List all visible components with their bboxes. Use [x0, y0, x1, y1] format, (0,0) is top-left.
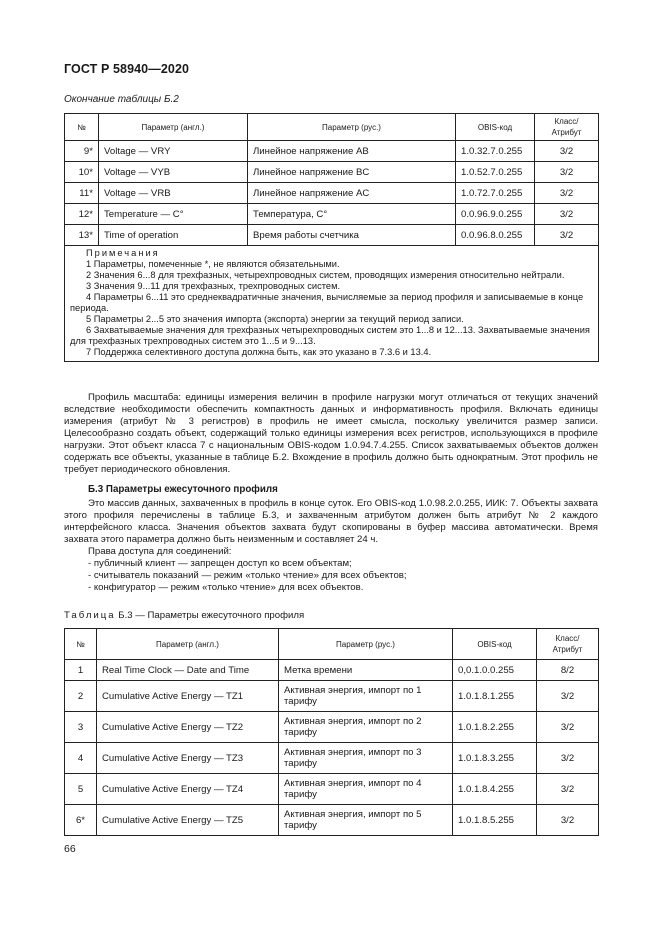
class-attr: 3/2	[537, 774, 599, 805]
param-en: Cumulative Active Energy — TZ5	[97, 805, 279, 836]
class-attr: 3/2	[537, 712, 599, 743]
param-en: Cumulative Active Energy — TZ1	[97, 681, 279, 712]
class-attr: 3/2	[535, 225, 599, 246]
param-en: Voltage — VRB	[99, 183, 248, 204]
param-ru: Время работы счетчика	[248, 225, 456, 246]
paragraph: Это массив данных, захваченных в профиль в конце суток. Его OBIS-код 1.0.98.2.0.255, ИИК: 7. Объекты захвата этого профиля перечислены в таблице Б.3, и захваченным атрибутом должен быть атрибут № 2 каждого интерфейсного класса. Значения объектов захвата будут скопированы в буфер массива автоматически. Время захвата этого параметра должно быть неизменным и составляет 24 ч.	[64, 498, 598, 545]
table-row	[65, 162, 599, 183]
column-header: Класс/ Атрибут	[537, 629, 599, 660]
table-row	[65, 225, 599, 246]
column-header: OBIS-код	[456, 114, 535, 141]
table-row	[65, 660, 599, 681]
param-en: Cumulative Active Energy — TZ3	[97, 743, 279, 774]
scale-profile-paragraph	[64, 392, 598, 476]
row-number: 4	[65, 743, 97, 774]
class-attr: 3/2	[537, 805, 599, 836]
caption-text: Б.3 — Параметры ежесуточного профиля	[118, 610, 305, 621]
column-header: Параметр (рус.)	[248, 114, 456, 141]
row-number: 3	[65, 712, 97, 743]
notes-row	[65, 246, 599, 362]
note-item: 4 Параметры 6...11 это среднеквадратичные значения, вычисляемые за период профиля и записываемые в конце периода.	[70, 292, 584, 313]
class-attr: 8/2	[537, 660, 599, 681]
obis-code: 1.0.1.8.1.255	[453, 681, 537, 712]
table-row	[65, 712, 599, 743]
obis-code: 1.0.1.8.2.255	[453, 712, 537, 743]
param-en: Cumulative Active Energy — TZ2	[97, 712, 279, 743]
access-item: - конфигуратор — режим «только чтение» для всех объектов.	[88, 582, 364, 593]
section-b3-body	[64, 498, 598, 594]
paragraph: Профиль масштаба: единицы измерения величин в профиле нагрузки могут отличаться от текущих значений вследствие необходимости обеспечить компактность данных и информативность профиля. Включать единицы измерения (атрибут № 3 регистров) в профиль не имеет смысла, поскольку увеличится размер записи. Целесообразно создать объект, содержащий только единицы измерения всех регистров, использующихся в профиле нагрузки. Этот объект класса 7 с национальным OBIS-кодом 1.0.94.7.4.255. Список захватываемых объектов должен содержать все объекты, указанные в таблице Б.2. Вхождение в профиль должно быть однократным. Этот профиль не требует периодического обновления.	[64, 392, 598, 475]
param-ru: Метка времени	[279, 660, 453, 681]
column-header: Параметр (рус.)	[279, 629, 453, 660]
param-ru: Активная энергия, импорт по 1 тарифу	[279, 681, 453, 712]
section-b3-heading: Б.3 Параметры ежесуточного профиля	[88, 484, 278, 495]
row-number: 10*	[65, 162, 99, 183]
obis-code: 1.0.1.8.5.255	[453, 805, 537, 836]
row-number: 13*	[65, 225, 99, 246]
table-b3-caption	[64, 610, 304, 621]
param-ru: Активная энергия, импорт по 4 тарифу	[279, 774, 453, 805]
table-row	[65, 141, 599, 162]
param-en: Cumulative Active Energy — TZ4	[97, 774, 279, 805]
note-item: 6 Захватываемые значения для трехфазных четырехпроводных систем это 1...8 и 12...13. Захватываемые значения для трехфазных трехпроводных систем это 1...5 и 9...13.	[70, 325, 590, 346]
table-header-row	[65, 629, 599, 660]
column-header: Класс/ Атрибут	[535, 114, 599, 141]
table-b2	[64, 113, 599, 362]
param-ru: Активная энергия, импорт по 2 тарифу	[279, 712, 453, 743]
column-header: OBIS-код	[453, 629, 537, 660]
table-row	[65, 805, 599, 836]
column-header: Параметр (англ.)	[97, 629, 279, 660]
page-header: ГОСТ Р 58940—2020	[64, 62, 190, 76]
param-en: Real Time Clock — Date and Time	[97, 660, 279, 681]
table-header-row	[65, 114, 599, 141]
param-ru: Линейное напряжение AC	[248, 183, 456, 204]
table-row	[65, 204, 599, 225]
class-attr: 3/2	[537, 743, 599, 774]
obis-code: 1.0.32.7.0.255	[456, 141, 535, 162]
table-b3	[64, 628, 599, 836]
row-number: 9*	[65, 141, 99, 162]
param-en: Temperature — C°	[99, 204, 248, 225]
notes-title: Примечания	[86, 248, 160, 258]
row-number: 6*	[65, 805, 97, 836]
table-b2-caption: Окончание таблицы Б.2	[64, 94, 179, 105]
param-ru: Активная энергия, импорт по 3 тарифу	[279, 743, 453, 774]
row-number: 12*	[65, 204, 99, 225]
row-number: 1	[65, 660, 97, 681]
table-row	[65, 774, 599, 805]
param-ru: Линейное напряжение BC	[248, 162, 456, 183]
class-attr: 3/2	[535, 162, 599, 183]
obis-code: 1.0.52.7.0.255	[456, 162, 535, 183]
access-item: - публичный клиент — запрещен доступ ко всем объектам;	[88, 558, 352, 569]
access-item: - считыватель показаний — режим «только чтение» для всех объектов;	[88, 570, 407, 581]
row-number: 11*	[65, 183, 99, 204]
obis-code: 0,0.1.0.0.255	[453, 660, 537, 681]
obis-code: 0.0.96.9.0.255	[456, 204, 535, 225]
table-row	[65, 183, 599, 204]
note-item: 3 Значения 9...11 для трехфазных, трехпроводных систем.	[86, 281, 341, 291]
param-en: Time of operation	[99, 225, 248, 246]
page-number: 66	[64, 843, 76, 855]
obis-code: 1.0.1.8.4.255	[453, 774, 537, 805]
caption-label: Таблица	[64, 610, 116, 621]
column-header: №	[65, 629, 97, 660]
row-number: 2	[65, 681, 97, 712]
table-row	[65, 681, 599, 712]
class-attr: 3/2	[535, 183, 599, 204]
obis-code: 0.0.96.8.0.255	[456, 225, 535, 246]
note-item: 1 Параметры, помеченные *, не являются обязательными.	[86, 259, 340, 269]
class-attr: 3/2	[537, 681, 599, 712]
param-ru: Активная энергия, импорт по 5 тарифу	[279, 805, 453, 836]
param-en: Voltage — VRY	[99, 141, 248, 162]
note-item: 2 Значения 6...8 для трехфазных, четырехпроводных систем, проводящих измерения относительно нейтрали.	[86, 270, 565, 280]
param-ru: Температура, C°	[248, 204, 456, 225]
column-header: Параметр (англ.)	[99, 114, 248, 141]
obis-code: 1.0.1.8.3.255	[453, 743, 537, 774]
row-number: 5	[65, 774, 97, 805]
param-ru: Линейное напряжение AB	[248, 141, 456, 162]
note-item: 7 Поддержка селективного доступа должна быть, как это указано в 7.3.6 и 13.4.	[86, 347, 432, 357]
table-row	[65, 743, 599, 774]
note-item: 5 Параметры 2...5 это значения импорта (экспорта) энергии за текущий период записи.	[86, 314, 464, 324]
class-attr: 3/2	[535, 141, 599, 162]
obis-code: 1.0.72.7.0.255	[456, 183, 535, 204]
column-header: №	[65, 114, 99, 141]
notes-cell	[65, 246, 599, 362]
param-en: Voltage — VYB	[99, 162, 248, 183]
access-intro: Права доступа для соединений:	[88, 546, 232, 557]
class-attr: 3/2	[535, 204, 599, 225]
